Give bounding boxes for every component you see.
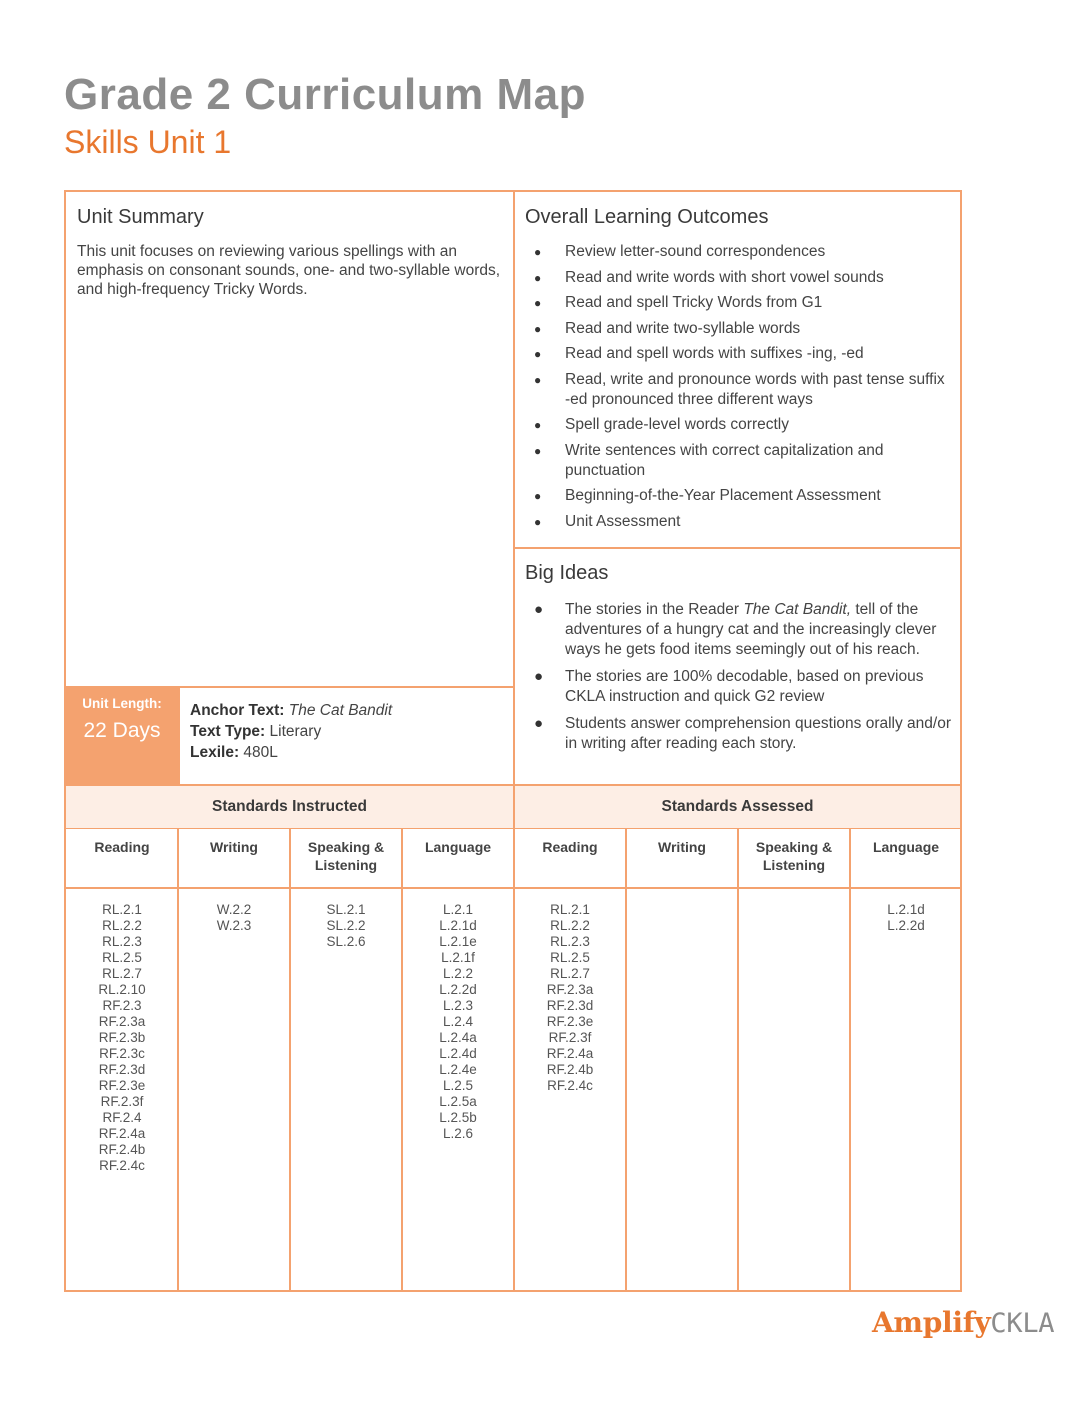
list-item: ● Unit Assessment [534,512,681,530]
big-ideas-list [523,600,955,761]
amplify-ckla-logo [872,1306,1054,1339]
bullet-icon: ● [534,296,542,310]
list-item: ● Read and write two-syllable words [534,319,801,337]
standards-instructed-header: Standards Instructed [66,786,513,828]
outcomes-heading: Overall Learning Outcomes [525,206,769,228]
bullet-icon: ● [534,514,542,529]
bullet-icon: ● [534,601,544,618]
unit-length-label: Unit Length: [82,696,162,711]
curriculum-map-table [64,190,962,1292]
list-item: ● The stories in the Reader The Cat Bandit, tell of the adventures of a hungry cat and the increasingly clever ways he gets food items seemingly out of his reach. [534,601,937,658]
bullet-icon: ● [534,347,542,361]
bullet-icon: ● [534,372,542,387]
column-heading: Reading [94,839,150,855]
text-type-value: Literary [269,723,322,740]
logo-product: CKLA [990,1308,1055,1339]
bullet-icon: ● [534,321,542,336]
list-item: ● Spell grade-level words correctly [534,416,789,433]
divider [513,192,515,784]
column-heading: Language [872,839,940,855]
divider [289,827,291,1290]
divider [737,827,739,1290]
bullet-icon: ● [534,418,542,432]
list-item: ● Read and write words with short vowel sounds [534,268,884,286]
bullet-icon: ● [534,270,542,285]
logo-brand: Amplify [872,1306,991,1339]
bullet-icon: ● [534,245,542,259]
column-heading: Writing [210,839,258,855]
column-heading: Speaking & Listening [307,839,385,873]
bullet-icon: ● [534,443,542,458]
standards-list: RL.2.1 RL.2.2 RL.2.3 RL.2.5 RL.2.7 RF.2.3a RF.2.3d RF.2.3e RF.2.3f RF.2.4a RF.2.4b RF.2.4c [546,902,594,1093]
bullet-icon: ● [534,489,542,503]
list-item: ● Read and spell words with suffixes -ing, -ed [534,345,864,362]
standards-list: SL.2.1 SL.2.2 SL.2.6 [326,902,366,949]
unit-length-value: 22 Days [83,719,161,742]
column-heading: Reading [542,839,598,855]
standards-list: L.2.1 L.2.1d L.2.1e L.2.1f L.2.2 L.2.2d L.2.3 L.2.4 L.2.4a L.2.4d L.2.4e L.2.5 L.2.5a L.2.5b L.2.6 [439,902,477,1141]
list-item: ● Beginning-of-the-Year Placement Assessment [534,487,881,504]
anchor-text-label: Anchor Text: [190,702,285,719]
standards-list: W.2.2 W.2.3 [216,902,252,933]
lexile-label: Lexile: [190,744,240,761]
list-item: ● Write sentences with correct capitalization and punctuation [534,441,884,479]
unit-summary-heading: Unit Summary [77,206,204,228]
lexile-value: 480L [243,744,278,761]
standards-list: L.2.1d L.2.2d [887,902,925,933]
text-type-label: Text Type: [190,723,266,740]
standards-assessed-header: Standards Assessed [515,786,960,828]
list-item: ● The stories are 100% decodable, based on previous CKLA instruction and quick G2 review [534,668,924,705]
column-heading: Writing [658,839,706,855]
bullet-icon: ● [534,668,544,685]
column-heading: Language [424,839,492,855]
page-subtitle: Skills Unit 1 [64,124,232,160]
list-item: ● Read and spell Tricky Words from G1 [534,294,823,311]
big-ideas-heading: Big Ideas [525,562,609,584]
divider [849,827,851,1290]
unit-length-box [66,686,178,784]
divider [178,686,180,784]
column-heading: Speaking & Listening [755,839,833,873]
page-title: Grade 2 Curriculum Map [64,70,587,119]
unit-summary-text: This unit focuses on reviewing various spellings with an emphasis on consonant sounds, one- and two-syllable words, and high-frequency Tricky Words. [77,243,501,298]
list-item: ● Read, write and pronounce words with past tense suffix -ed pronounced three different ways [534,370,945,408]
list-item: ● Review letter-sound correspondences [534,243,826,260]
anchor-text-value: The Cat Bandit [288,702,393,719]
anchor-text-info [190,700,392,763]
standards-list: RL.2.1 RL.2.2 RL.2.3 RL.2.5 RL.2.7 RL.2.10 RF.2.3 RF.2.3a RF.2.3b RF.2.3c RF.2.3d RF.2.3e RF.2.3f RF.2.4 RF.2.4a RF.2.4b RF.2.4c [98,902,146,1173]
bullet-icon: ● [534,715,544,732]
outcomes-list [523,242,953,537]
divider [513,547,960,549]
list-item: ● Students answer comprehension questions orally and/or in writing after reading each story. [534,715,952,752]
